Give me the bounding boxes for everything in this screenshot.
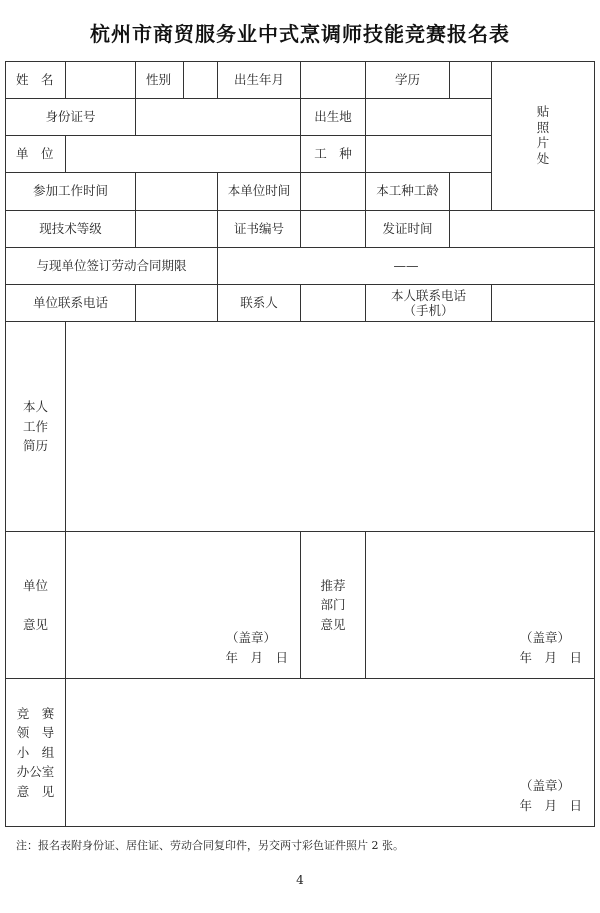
job-type-field[interactable]: [366, 136, 492, 173]
id-number-label: 身份证号: [6, 99, 136, 136]
committee-opinion-field[interactable]: [66, 679, 594, 826]
birth-label: 出生年月: [218, 62, 301, 99]
cert-date-field[interactable]: [450, 211, 594, 248]
recommend-opinion-field[interactable]: [366, 532, 594, 679]
unit-opinion-label: 单位 意见: [6, 532, 66, 679]
name-field[interactable]: [66, 62, 136, 99]
education-field[interactable]: [450, 62, 492, 99]
committee-stamp-text: （盖章）: [519, 778, 570, 793]
work-start-field[interactable]: [136, 173, 218, 211]
unit-phone-field[interactable]: [136, 285, 218, 322]
recommend-opinion-label: 推荐 部门 意见: [301, 532, 366, 679]
cert-number-field[interactable]: [301, 211, 366, 248]
resume-field[interactable]: [66, 322, 594, 532]
unit-seal: [225, 628, 288, 668]
job-type-label: 工 种: [301, 136, 366, 173]
recommend-stamp-text: （盖章）: [519, 630, 570, 645]
photo-label: 贴照片处: [536, 104, 550, 166]
committee-seal: [519, 776, 582, 816]
birthplace-label: 出生地: [301, 99, 366, 136]
unit-time-label: 本单位时间: [218, 173, 301, 211]
footnote: 注：报名表附身份证、居住证、劳动合同复印件，另交两寸彩色证件照片 2 张。: [16, 839, 404, 852]
employer-field[interactable]: [66, 136, 301, 173]
unit-time-field[interactable]: [301, 173, 366, 211]
education-label: 学历: [366, 62, 450, 99]
gender-field[interactable]: [184, 62, 218, 99]
page-number: 4: [296, 873, 304, 887]
work-start-label: 参加工作时间: [6, 173, 136, 211]
form-title: 杭州市商贸服务业中式烹调师技能竞赛报名表: [90, 22, 510, 46]
gender-label: 性别: [136, 62, 184, 99]
unit-date-text: 年 月 日: [225, 650, 288, 665]
skill-level-field[interactable]: [136, 211, 218, 248]
personal-phone-field[interactable]: [492, 285, 594, 322]
cert-date-label: 发证时间: [366, 211, 450, 248]
resume-label: 本人 工作 简历: [6, 322, 66, 532]
job-years-label: 本工种工龄: [366, 173, 450, 211]
unit-opinion-field[interactable]: [66, 532, 301, 679]
name-label: 姓 名: [6, 62, 66, 99]
skill-level-label: 现技术等级: [6, 211, 136, 248]
personal-phone-label: 本人联系电话 （手机）: [366, 285, 492, 322]
photo-area[interactable]: [492, 62, 594, 211]
contact-person-label: 联系人: [218, 285, 301, 322]
committee-opinion-label: 竞 赛 领 导 小 组 办公室 意 见: [6, 679, 66, 826]
birthplace-field[interactable]: [366, 99, 492, 136]
job-years-field[interactable]: [450, 173, 492, 211]
registration-form: [5, 61, 595, 827]
id-number-field[interactable]: [136, 99, 301, 136]
contract-term-value[interactable]: ——: [218, 248, 594, 285]
unit-stamp-text: （盖章）: [225, 630, 276, 645]
contract-term-label: 与现单位签订劳动合同期限: [6, 248, 218, 285]
birth-field[interactable]: [301, 62, 366, 99]
employer-label: 单 位: [6, 136, 66, 173]
recommend-seal: [519, 628, 582, 668]
committee-date-text: 年 月 日: [519, 798, 582, 813]
contact-person-field[interactable]: [301, 285, 366, 322]
recommend-date-text: 年 月 日: [519, 650, 582, 665]
cert-number-label: 证书编号: [218, 211, 301, 248]
unit-phone-label: 单位联系电话: [6, 285, 136, 322]
